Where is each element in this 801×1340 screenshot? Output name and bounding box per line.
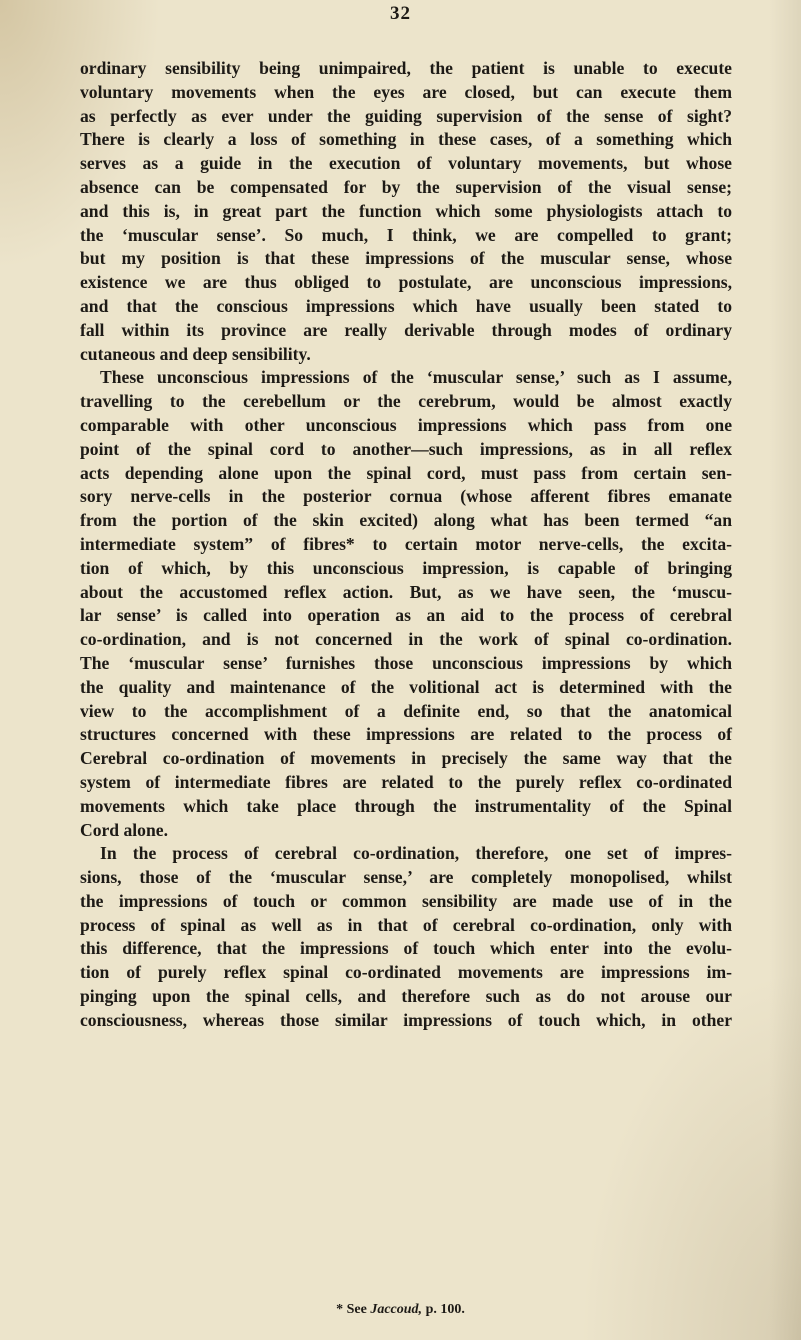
footnote-marker: * [336,1302,344,1317]
text-line: process of spinal as well as in that of cerebral co-ordination, only with [80,914,732,935]
text-line: absence can be compensated for by the supervision of the visual sense; [80,176,732,197]
text-line: voluntary movements when the eyes are closed, but can execute them [80,81,732,102]
body-text [80,57,732,1033]
text-line: These unconscious impressions of the ‘muscular sense,’ such as I assume, [100,367,732,388]
text-line: view to the accomplishment of a definite end, so that the anatomical [80,700,732,721]
footnote-author: Jaccoud, [370,1302,423,1317]
text-line: system of intermediate fibres are related to the purely reflex co-ordinated [80,771,732,792]
text-line: ordinary sensibility being unimpaired, the patient is unable to execute [80,58,732,78]
text-line: lar sense’ is called into operation as an aid to the process of cerebral [80,605,732,626]
text-line: travelling to the cerebellum or the cerebrum, would be almost exactly [80,391,732,412]
text-line: sions, those of the ‘muscular sense,’ are completely monopolised, whilst [80,867,732,888]
text-line: structures concerned with these impressions are related to the process of [80,724,732,745]
text-line: serves as a guide in the execution of voluntary movements, but whose [80,153,732,174]
text-line: from the portion of the skin excited) along what has been termed “an [80,510,732,531]
text-line: point of the spinal cord to another—such impressions, as in all reflex [80,438,732,459]
text-line: co-ordination, and is not concerned in the work of spinal co-ordination. [80,629,732,650]
footnote-prefix: See [346,1302,367,1317]
text-line: consciousness, whereas those similar impressions of touch which, in other [80,1009,732,1030]
text-line: In the process of cerebral co-ordination, therefore, one set of impres- [100,843,732,864]
footnote [0,1302,801,1318]
text-line: Cerebral co-ordination of movements in precisely the same way that the [80,748,732,769]
text-line: about the accustomed reflex action. But, as we have seen, the ‘muscu- [80,581,732,602]
footnote-page-ref: p. 100. [425,1302,465,1317]
text-line: the ‘muscular sense’. So much, I think, we are compelled to grant; [80,224,732,245]
text-line: this difference, that the impressions of touch which enter into the evolu- [80,938,732,959]
text-line: Cord alone. [80,819,168,840]
text-line: movements which take place through the instrumentality of the Spinal [80,795,732,816]
text-line: tion of which, by this unconscious impression, is capable of bringing [80,557,732,578]
text-line: acts depending alone upon the spinal cord, must pass from certain sen- [80,462,732,483]
text-line: but my position is that these impressions of the muscular sense, whose [80,248,732,269]
text-line: cutaneous and deep sensibility. [80,343,311,364]
page-number: 32 [390,3,411,24]
text-line: The ‘muscular sense’ furnishes those unconscious impressions by which [80,652,732,673]
text-line: sory nerve-cells in the posterior cornua (whose afferent fibres emanate [80,486,732,507]
text-line: intermediate system” of fibres* to certain motor nerve-cells, the excita- [80,533,732,554]
text-line: comparable with other unconscious impressions which pass from one [80,414,732,435]
text-line: existence we are thus obliged to postulate, are unconscious impressions, [80,272,732,293]
text-line: pinging upon the spinal cells, and therefore such as do not arouse our [80,986,732,1007]
text-line: and that the conscious impressions which have usually been stated to [80,295,732,316]
text-line: tion of purely reflex spinal co-ordinated movements are impressions im- [80,962,732,983]
text-line: fall within its province are really derivable through modes of ordinary [80,319,732,340]
text-line: the quality and maintenance of the volitional act is determined with the [80,676,732,697]
text-line: There is clearly a loss of something in these cases, of a something which [80,129,732,150]
text-line: as perfectly as ever under the guiding supervision of the sense of sight? [80,105,732,126]
text-line: the impressions of touch or common sensibility are made use of in the [80,890,732,911]
text-line: and this is, in great part the function which some physiologists attach to [80,200,732,221]
